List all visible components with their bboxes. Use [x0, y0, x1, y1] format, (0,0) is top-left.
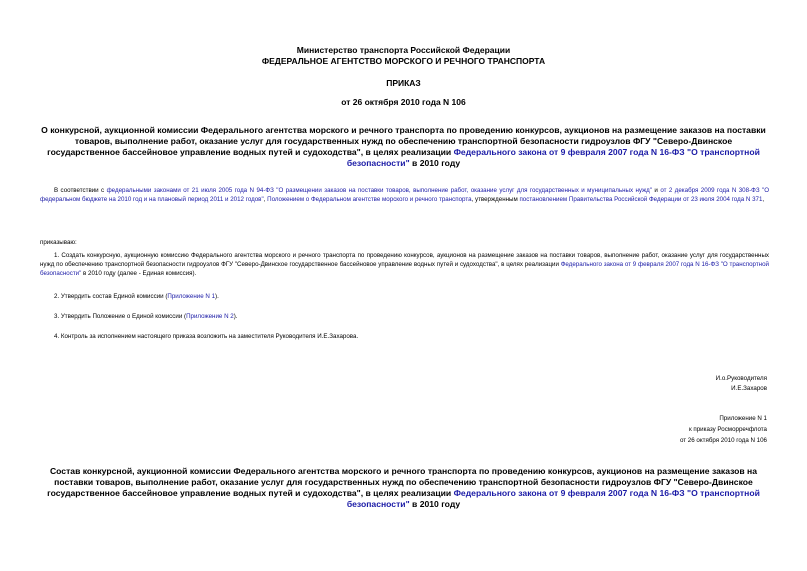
preamble-text-1: В соответствии с	[54, 187, 107, 194]
order-item-2-tail: ).	[215, 293, 219, 300]
appendix-title-tail: в 2010 году	[409, 499, 461, 509]
document-title-text: О конкурсной, аукционной комиссии Федерального агентства морского и речного транспорта по проведению конкурсов, аукционов на размещение заказов на поставки товаров, выполнение работ, оказание услуг для государственных нужд по обеспечению транспортной безопасности гидроузлов ФГУ "Северо-Двинское государственное бассейновое управление водных путей и судоходства", в целях реализации	[41, 125, 766, 157]
preamble-text-4: , утвержденным	[471, 196, 520, 203]
appendix-1-link[interactable]: Приложение N 1	[167, 293, 216, 300]
appendix-2-link[interactable]: Приложение N 2	[186, 313, 234, 320]
appendix-label: Приложение N 1	[719, 415, 767, 422]
order-item-2-text: 2. Утвердить состав Единой комиссии (	[54, 293, 168, 300]
preamble-text-5: ,	[762, 196, 765, 203]
item-1-law-link[interactable]: Федерального закона от 9 февраля 2007 года N 16-ФЗ "О транспортной безопасности"	[40, 261, 770, 277]
document-type: ПРИКАЗ	[386, 78, 421, 88]
preamble-text-3: ,	[263, 196, 268, 203]
appendix-title-law-link[interactable]: Федерального закона от 9 февраля 2007 года N 16-ФЗ "О транспортной безопасности"	[346, 488, 760, 509]
signature-name: И.Е.Захаров	[731, 385, 767, 392]
preamble-text-2: и	[652, 187, 661, 194]
order-item-2	[40, 292, 769, 301]
order-item-3-text: 3. Утвердить Положение о Единой комиссии (	[54, 313, 187, 320]
order-word: приказываю:	[40, 239, 77, 246]
signature-position: И.о.Руководителя	[715, 375, 767, 382]
agency-name: ФЕДЕРАЛЬНОЕ АГЕНТСТВО МОРСКОГО И РЕЧНОГО ТРАНСПОРТА	[261, 56, 546, 66]
document-date: от 26 октября 2010 года N 106	[341, 97, 466, 107]
order-item-1	[40, 251, 769, 278]
appendix-title-text: Состав конкурсной, аукционной комиссии Федерального агентства морского и речного транспорта по проведению конкурсов, аукционов на размещение заказов на поставки товаров, выполнение работ, оказание услуг для государственных нужд по обеспечению транспортной безопасности гидроузлов ФГУ "Северо-Двинское государственное бассейновое управление водных путей и судоходства", в целях реализации	[47, 466, 758, 498]
preamble-paragraph	[40, 186, 769, 204]
appendix-to-order: к приказу Росморречфлота	[688, 426, 767, 433]
government-decree-link[interactable]: постановлением Правительства Российской Федерации от 23 июля 2004 года N 371	[519, 196, 763, 203]
federal-laws-link[interactable]: федеральными законами от 21 июля 2005 года N 94-ФЗ "О размещении заказов на поставки товаров, выполнение работ, оказание услуг для государственных и муниципальных нужд"	[106, 187, 652, 194]
order-item-1-text: 1. Создать конкурсную, аукционную комиссию Федерального агентства морского и речного транспорта по проведению конкурсов, аукционов на размещение заказов на поставки товаров, выполнение работ, оказание услуг для государственных нужд по обеспечению транспортной безопасности гидроузлов ФГУ "Северо-Двинское государственное бассейновое управление водных путей и судоходства", в целях реализации	[40, 252, 769, 268]
order-item-3	[40, 312, 769, 321]
document-title-tail: в 2010 году	[409, 158, 461, 168]
order-item-1-tail: в 2010 году (далее - Единая комиссия).	[81, 270, 197, 277]
ministry-name: Министерство транспорта Российской Федерации	[296, 45, 511, 55]
title-law-link[interactable]: Федерального закона от 9 февраля 2007 года N 16-ФЗ "О транспортной безопасности"	[346, 147, 760, 168]
order-item-4: 4. Контроль за исполнением настоящего приказа возложить на заместителя Руководителя И.Е.Захарова.	[54, 333, 359, 340]
appendix-title	[40, 466, 767, 510]
order-item-3-tail: ).	[233, 313, 238, 320]
agency-regulation-link[interactable]: Положением о Федеральном агентстве морского и речного транспорта	[267, 196, 472, 203]
document-title	[40, 125, 767, 169]
appendix-date: от 26 октября 2010 года N 106	[679, 437, 767, 444]
budget-law-link[interactable]: от 2 декабря 2009 года N 308-ФЗ "О федеральном бюджете на 2010 год и на плановый период 2011 и 2012 годов"	[40, 187, 770, 203]
